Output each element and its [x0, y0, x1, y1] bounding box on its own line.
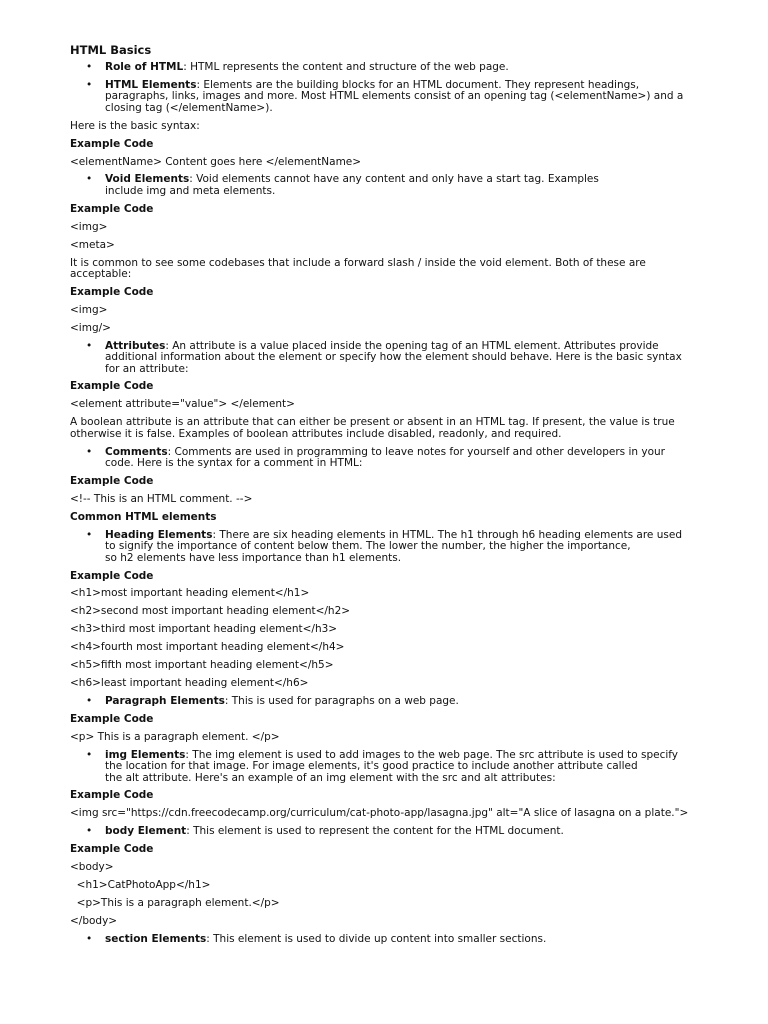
- bullet-text: : An attribute is a value placed inside the opening tag of an HTML element. Attributes provide: [165, 339, 659, 352]
- bullet-dot: •: [86, 748, 93, 761]
- bullet-term: Comments: [105, 445, 168, 458]
- bullet-dot: •: [86, 61, 93, 73]
- code-line: <element attribute="value"> </element>: [70, 398, 295, 411]
- code-line: <body>: [70, 860, 114, 873]
- bullet-text: : Void elements cannot have any content and only have a start tag. Examples: [189, 173, 599, 186]
- bullet-text: : The img element is used to add images to the web page. The src attribute is used to specify: [185, 748, 679, 761]
- code-line: <img>: [70, 220, 108, 233]
- example-code-label: Example Code: [70, 475, 154, 488]
- bullet-line: to signify the importance of content below them. The lower the number, the higher the importance,: [105, 540, 631, 553]
- bullet-dot: •: [86, 932, 93, 945]
- bullet-text: : Comments are used in programming to leave notes for yourself and other developers in your: [167, 445, 665, 458]
- bullet-term: HTML Elements: [105, 78, 197, 91]
- code-line: <h3>third most important heading element</h3>: [70, 623, 338, 636]
- example-code-label: Example Code: [70, 789, 154, 802]
- code-line: <p> This is a paragraph element. </p>: [70, 730, 280, 743]
- bullet-term: Void Elements: [105, 173, 190, 186]
- bullet-dot: •: [86, 339, 93, 352]
- bullet-text: : This is used for paragraphs on a web page.: [224, 694, 459, 707]
- bullet-attributes: [70, 341, 708, 376]
- code-line: <img/>: [70, 321, 111, 334]
- bullet-line: the location for that image. For image elements, it's good practice to include another attribute called: [105, 760, 638, 772]
- bullet-line: code. Here is the syntax for a comment in HTML:: [105, 457, 363, 470]
- bullet-line: additional information about the element or specify how the element should behave. Here is the basic syntax: [105, 351, 682, 364]
- bullet-line: so h2 elements have less importance than h1 elements.: [105, 551, 402, 564]
- example-code-label: Example Code: [70, 380, 154, 393]
- bullet-html-elements: [70, 80, 708, 115]
- bullet-dot: •: [86, 445, 93, 458]
- example-code-label: Example Code: [70, 569, 154, 582]
- code-line: <h5>fifth most important heading element</h5>: [70, 659, 334, 672]
- example-code-label: Example Code: [70, 712, 154, 725]
- code-line: <p>This is a paragraph element.</p>: [70, 896, 280, 909]
- bullet-text: : There are six heading elements in HTML. The h1 through h6 heading elements are used: [212, 528, 682, 541]
- bullet-text: : HTML represents the content and structure of the web page.: [183, 61, 509, 73]
- document-title: HTML Basics: [70, 43, 152, 57]
- bullet-section-elements: [70, 934, 708, 946]
- bullet-term: section Elements: [105, 932, 207, 945]
- paragraph-line: A boolean attribute is an attribute that can either be present or absent in an HTML tag. If present, the value is true: [70, 416, 675, 429]
- bullet-dot: •: [86, 694, 93, 707]
- boolean-paragraph: [70, 417, 708, 440]
- basic-syntax-intro: Here is the basic syntax:: [70, 119, 200, 132]
- bullet-term: body Element: [105, 825, 187, 838]
- code-line: <meta>: [70, 238, 115, 251]
- example-code-label: Example Code: [70, 137, 154, 150]
- paragraph-line: It is common to see some codebases that include a forward slash / inside the void element. Both of these are: [70, 256, 646, 269]
- bullet-term: Attributes: [105, 339, 166, 352]
- example-code-label: Example Code: [70, 843, 154, 856]
- bullet-text: : This element is used to divide up content into smaller sections.: [206, 932, 547, 945]
- slash-paragraph: [70, 258, 708, 281]
- bullet-dot: •: [86, 173, 93, 186]
- bullet-dot: •: [86, 528, 93, 541]
- bullet-line: the alt attribute. Here's an example of an img element with the src and alt attributes:: [105, 771, 556, 784]
- example-code-label: Example Code: [70, 202, 154, 215]
- paragraph-line: otherwise it is false. Examples of boolean attributes include disabled, readonly, and required.: [70, 427, 562, 440]
- code-line: <img src="https://cdn.freecodecamp.org/curriculum/cat-photo-app/lasagna.jpg" alt="A slice of lasagna on a plate.">: [70, 807, 689, 820]
- code-line: <h2>second most important heading element</h2>: [70, 605, 351, 618]
- section-heading: Common HTML elements: [70, 510, 217, 523]
- code-line: <!-- This is an HTML comment. -->: [70, 492, 253, 505]
- bullet-void-elements: [70, 174, 708, 197]
- bullet-role-of-html: [70, 62, 708, 74]
- code-line: <h6>least important heading element</h6>: [70, 676, 309, 689]
- code-line: <h1>CatPhotoApp</h1>: [70, 878, 211, 891]
- example-code-label: Example Code: [70, 285, 154, 298]
- bullet-term: Paragraph Elements: [105, 694, 225, 707]
- bullet-body-element: [70, 826, 708, 838]
- code-line: <h4>fourth most important heading element</h4>: [70, 641, 345, 654]
- bullet-heading-elements: [70, 530, 708, 565]
- code-line: <h1>most important heading element</h1>: [70, 587, 310, 600]
- code-line: <elementName> Content goes here </elementName>: [70, 155, 362, 168]
- bullet-term: Role of HTML: [105, 61, 184, 73]
- bullet-line: paragraphs, links, images and more. Most HTML elements consist of an opening tag (<elementName>) and a: [105, 90, 684, 103]
- bullet-dot: •: [86, 825, 93, 838]
- code-line: <img>: [70, 303, 108, 316]
- bullet-text: : Elements are the building blocks for an HTML document. They represent headings,: [196, 78, 640, 91]
- bullet-line: for an attribute:: [105, 362, 189, 375]
- bullet-line: closing tag (</elementName>).: [105, 101, 273, 114]
- code-line: </body>: [70, 914, 118, 927]
- bullet-comments: [70, 447, 708, 470]
- bullet-term: Heading Elements: [105, 528, 213, 541]
- bullet-paragraph-elements: [70, 696, 708, 708]
- bullet-line: include img and meta elements.: [105, 184, 276, 197]
- bullet-dot: •: [86, 78, 93, 91]
- bullet-img-elements: [70, 750, 708, 785]
- paragraph-line: acceptable:: [70, 268, 132, 281]
- bullet-text: : This element is used to represent the content for the HTML document.: [186, 825, 564, 838]
- bullet-term: img Elements: [105, 748, 186, 761]
